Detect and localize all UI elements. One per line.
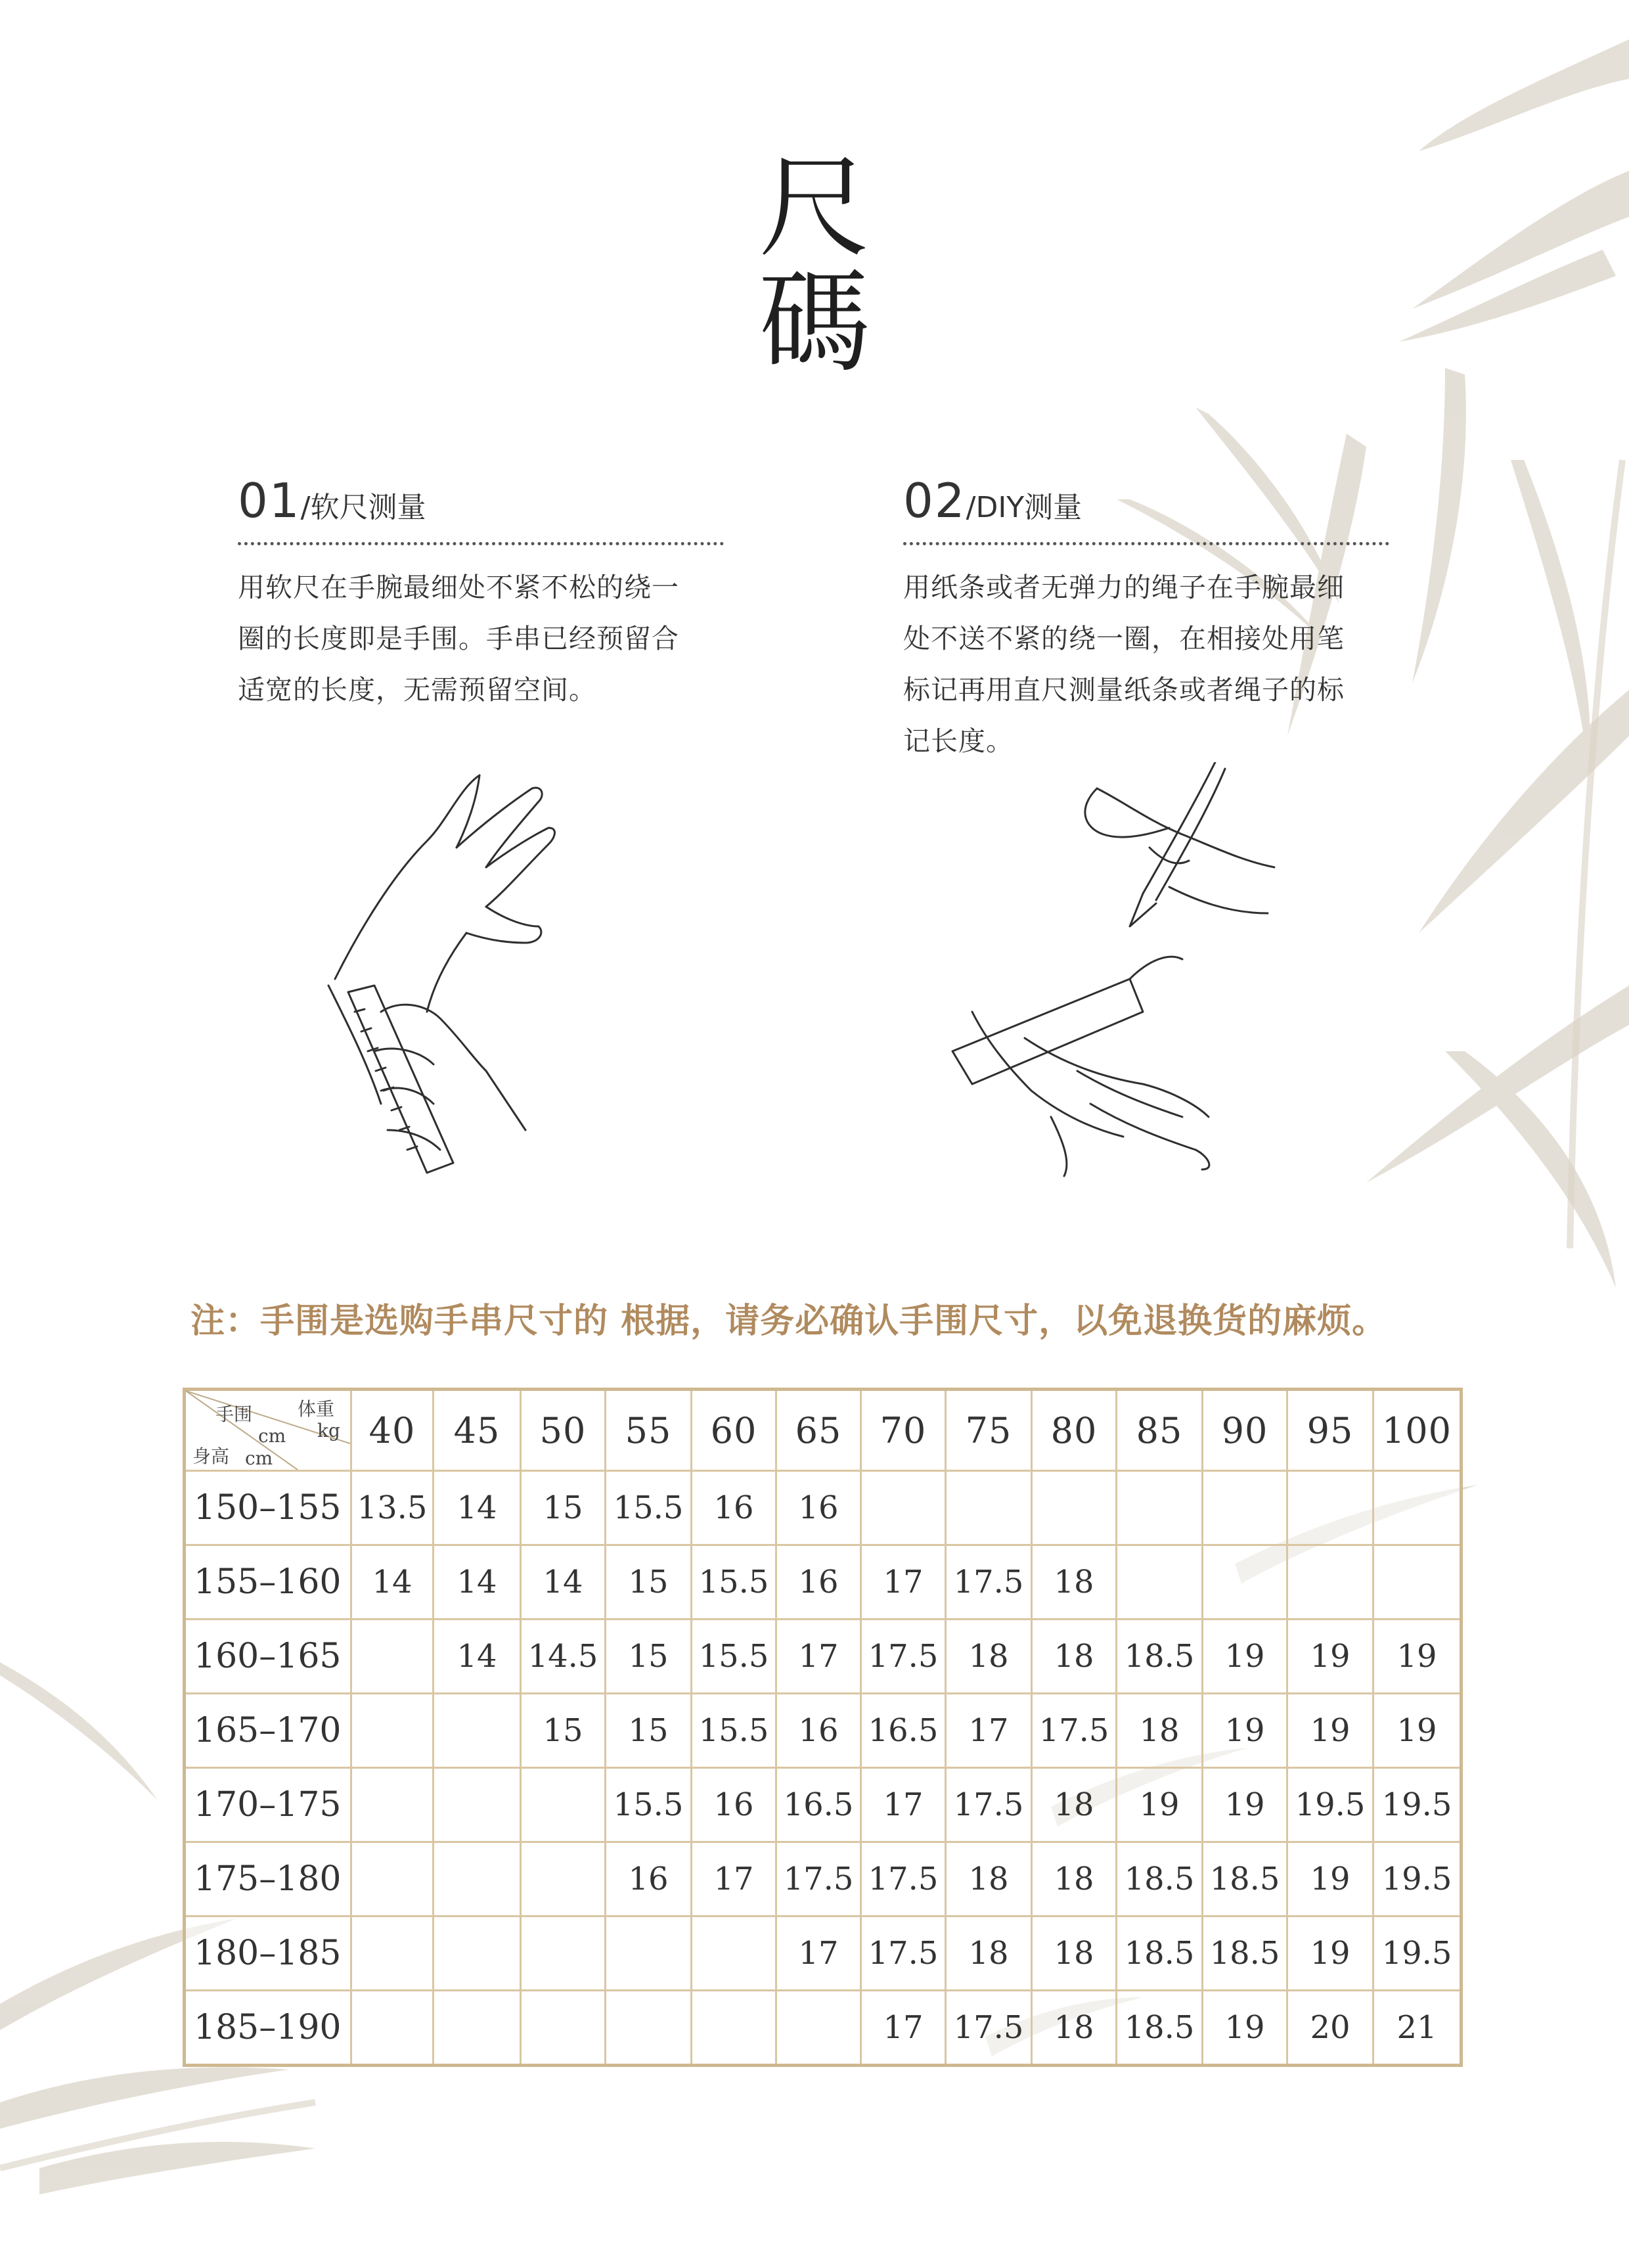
wrist-size-cell: 18.5 [1117,1842,1203,1916]
wrist-size-cell: 19 [1203,1991,1287,2066]
table-row [185,1620,1462,1694]
height-range-cell: 155–160 [185,1545,351,1620]
weight-header: 75 [946,1390,1032,1471]
desc-line: 处不送不紧的绕一圈，在相接处用笔 [903,623,1345,654]
wrist-size-cell [351,1620,434,1694]
wrist-size-cell [521,1842,606,1916]
wrist-size-cell: 18.5 [1117,1991,1203,2066]
wrist-size-cell: 17 [946,1694,1032,1768]
wrist-size-cell: 17.5 [946,1991,1032,2066]
weight-header: 65 [776,1390,861,1471]
wrist-size-cell: 13.5 [351,1471,434,1545]
wrist-size-cell: 16.5 [861,1694,946,1768]
wrist-size-cell: 18 [946,1620,1032,1694]
wrist-size-cell [1117,1545,1203,1620]
wrist-size-cell [776,1991,861,2066]
wrist-size-cell: 15.5 [606,1471,692,1545]
wrist-size-cell: 18.5 [1117,1620,1203,1694]
method-description [238,562,724,715]
wrist-size-cell [351,1991,434,2066]
wrist-size-cell: 14.5 [521,1620,606,1694]
wrist-size-cell [861,1471,946,1545]
wrist-size-cell [1117,1471,1203,1545]
wrist-size-cell: 19 [1287,1620,1373,1694]
corner-header-cell [185,1390,351,1471]
weight-header: 45 [434,1390,521,1471]
wrist-size-cell: 15 [606,1620,692,1694]
wrist-size-cell: 16 [776,1471,861,1545]
wrist-size-cell: 19.5 [1287,1768,1373,1842]
method-label: /软尺测量 [300,491,426,524]
wrist-size-cell: 15.5 [692,1545,776,1620]
dotted-divider [903,542,1389,545]
wrist-size-cell: 17 [861,1545,946,1620]
dotted-divider [238,542,724,545]
size-note [190,1293,1387,1342]
height-range-cell: 175–180 [185,1842,351,1916]
weight-header: 90 [1203,1390,1287,1471]
wrist-size-cell: 18 [1032,1768,1117,1842]
wrist-size-cell: 19.5 [1373,1768,1462,1842]
method-label: /DIY测量 [966,491,1082,524]
wrist-size-cell: 19 [1203,1694,1287,1768]
wrist-size-cell: 16 [606,1842,692,1916]
method-heading [903,473,1389,535]
wrist-size-cell [434,1768,521,1842]
wrist-size-cell: 21 [1373,1991,1462,2066]
corner-label-kg: kg [317,1420,340,1441]
table-header-row [185,1390,1462,1471]
wrist-size-cell: 15 [521,1471,606,1545]
wrist-size-cell: 17 [861,1991,946,2066]
wrist-size-cell: 19.5 [1373,1916,1462,1991]
wrist-size-cell: 17.5 [776,1842,861,1916]
wrist-size-cell [521,1768,606,1842]
title-char-2: 碼 [758,258,870,388]
table-row [185,1545,1462,1620]
weight-header: 80 [1032,1390,1117,1471]
wrist-size-cell: 17 [776,1620,861,1694]
wrist-size-cell: 16 [692,1768,776,1842]
size-chart-body [185,1471,1462,2066]
desc-line: 标记再用直尺测量纸条或者绳子的标 [903,674,1345,706]
wrist-size-cell: 18 [1032,1620,1117,1694]
corner-label-weight: 体重 [298,1398,335,1420]
wrist-size-cell: 19 [1203,1768,1287,1842]
wrist-size-cell [1287,1545,1373,1620]
method-description [903,562,1389,767]
wrist-size-cell: 18 [1032,1545,1117,1620]
desc-line: 适宽的长度，无需预留空间。 [238,674,596,706]
method-number: 02 [903,473,966,528]
wrist-size-cell: 17.5 [861,1842,946,1916]
corner-label-wrist: 手围 [215,1403,253,1425]
wrist-size-cell [434,1842,521,1916]
wrist-size-cell [692,1991,776,2066]
wrist-size-cell [946,1471,1032,1545]
wrist-size-cell: 18 [1117,1694,1203,1768]
wrist-size-cell: 15.5 [606,1768,692,1842]
wrist-size-cell: 15 [521,1694,606,1768]
wrist-size-cell: 18 [946,1842,1032,1916]
wrist-size-cell: 14 [434,1545,521,1620]
height-range-cell: 160–165 [185,1620,351,1694]
wrist-size-cell: 16 [776,1545,861,1620]
page-title [749,143,880,388]
wrist-size-cell: 19 [1373,1620,1462,1694]
weight-header: 40 [351,1390,434,1471]
method-diy [903,473,1389,767]
wrist-size-cell: 17.5 [861,1916,946,1991]
wrist-size-cell: 16 [692,1471,776,1545]
wrist-size-cell: 19.5 [1373,1842,1462,1916]
wrist-size-cell: 14 [434,1471,521,1545]
wrist-size-cell: 19 [1287,1842,1373,1916]
table-row [185,1916,1462,1991]
wrist-size-cell: 18 [946,1916,1032,1991]
table-row [185,1694,1462,1768]
wrist-size-cell: 14 [521,1545,606,1620]
wrist-size-cell [1032,1471,1117,1545]
weight-header: 95 [1287,1390,1373,1471]
wrist-size-cell: 14 [434,1620,521,1694]
wrist-size-cell: 19 [1117,1768,1203,1842]
wrist-size-cell: 18.5 [1203,1842,1287,1916]
weight-header: 100 [1373,1390,1462,1471]
corner-label-cm: cm [258,1425,286,1447]
wrist-size-cell [521,1991,606,2066]
method-number: 01 [238,473,301,528]
wrist-size-cell: 17.5 [946,1545,1032,1620]
wrist-size-cell [434,1916,521,1991]
weight-header: 55 [606,1390,692,1471]
wrist-size-cell [606,1991,692,2066]
wrist-size-cell [692,1916,776,1991]
wrist-size-cell: 19 [1287,1916,1373,1991]
height-range-cell: 170–175 [185,1768,351,1842]
wrist-size-cell [521,1916,606,1991]
weight-header: 70 [861,1390,946,1471]
wrist-size-cell: 19 [1373,1694,1462,1768]
corner-label-height: 身高 [192,1445,230,1467]
wrist-size-cell: 15 [606,1694,692,1768]
note-text: 手围是选购手串尺寸的 根据，请务必确认手围尺寸，以免退换货的麻烦。 [260,1302,1387,1341]
wrist-size-cell: 17.5 [861,1620,946,1694]
table-row [185,1991,1462,2066]
wrist-size-cell: 18.5 [1203,1916,1287,1991]
table-row [185,1842,1462,1916]
wrist-size-cell [1373,1545,1462,1620]
desc-line: 用软尺在手腕最细处不紧不松的绕一 [238,572,679,603]
weight-header: 85 [1117,1390,1203,1471]
wrist-size-cell: 18 [1032,1842,1117,1916]
wrist-size-cell: 15.5 [692,1694,776,1768]
height-range-cell: 185–190 [185,1991,351,2066]
method-soft-ruler [238,473,724,715]
wrist-size-cell [434,1694,521,1768]
desc-line: 记长度。 [903,725,1014,757]
wrist-size-cell [1373,1471,1462,1545]
note-prefix: 注： [190,1302,261,1341]
desc-line: 圈的长度即是手围。手串已经预留合 [238,623,679,654]
table-row [185,1471,1462,1545]
wrist-size-cell: 17.5 [946,1768,1032,1842]
wrist-size-cell: 17 [692,1842,776,1916]
wrist-size-cell: 18.5 [1117,1916,1203,1991]
wrist-size-cell: 18 [1032,1991,1117,2066]
method-heading [238,473,724,535]
wrist-size-cell [606,1916,692,1991]
height-range-cell: 150–155 [185,1471,351,1545]
corner-label-cm2: cm [245,1447,273,1469]
hand-tape-measure-illustration [289,762,578,1196]
wrist-size-cell [1203,1545,1287,1620]
wrist-size-cell: 15 [606,1545,692,1620]
wrist-size-cell: 19 [1203,1620,1287,1694]
hand-paper-strip-illustration [933,762,1301,1196]
table-row [185,1768,1462,1842]
size-chart-table [183,1388,1463,2067]
wrist-size-cell: 17 [861,1768,946,1842]
wrist-size-cell: 18 [1032,1916,1117,1991]
desc-line: 用纸条或者无弹力的绳子在手腕最细 [903,572,1345,603]
wrist-size-cell: 17 [776,1916,861,1991]
height-range-cell: 165–170 [185,1694,351,1768]
wrist-size-cell [351,1768,434,1842]
weight-header: 50 [521,1390,606,1471]
wrist-size-cell: 19 [1287,1694,1373,1768]
weight-header: 60 [692,1390,776,1471]
wrist-size-cell [1203,1471,1287,1545]
wrist-size-cell: 20 [1287,1991,1373,2066]
wrist-size-cell [351,1842,434,1916]
wrist-size-cell [351,1694,434,1768]
wrist-size-cell: 15.5 [692,1620,776,1694]
wrist-size-cell [434,1991,521,2066]
wrist-size-cell: 16.5 [776,1768,861,1842]
wrist-size-cell [1287,1471,1373,1545]
wrist-size-cell: 17.5 [1032,1694,1117,1768]
height-range-cell: 180–185 [185,1916,351,1991]
wrist-size-cell: 16 [776,1694,861,1768]
title-char-1: 尺 [758,143,870,273]
wrist-size-cell [351,1916,434,1991]
wrist-size-cell: 14 [351,1545,434,1620]
